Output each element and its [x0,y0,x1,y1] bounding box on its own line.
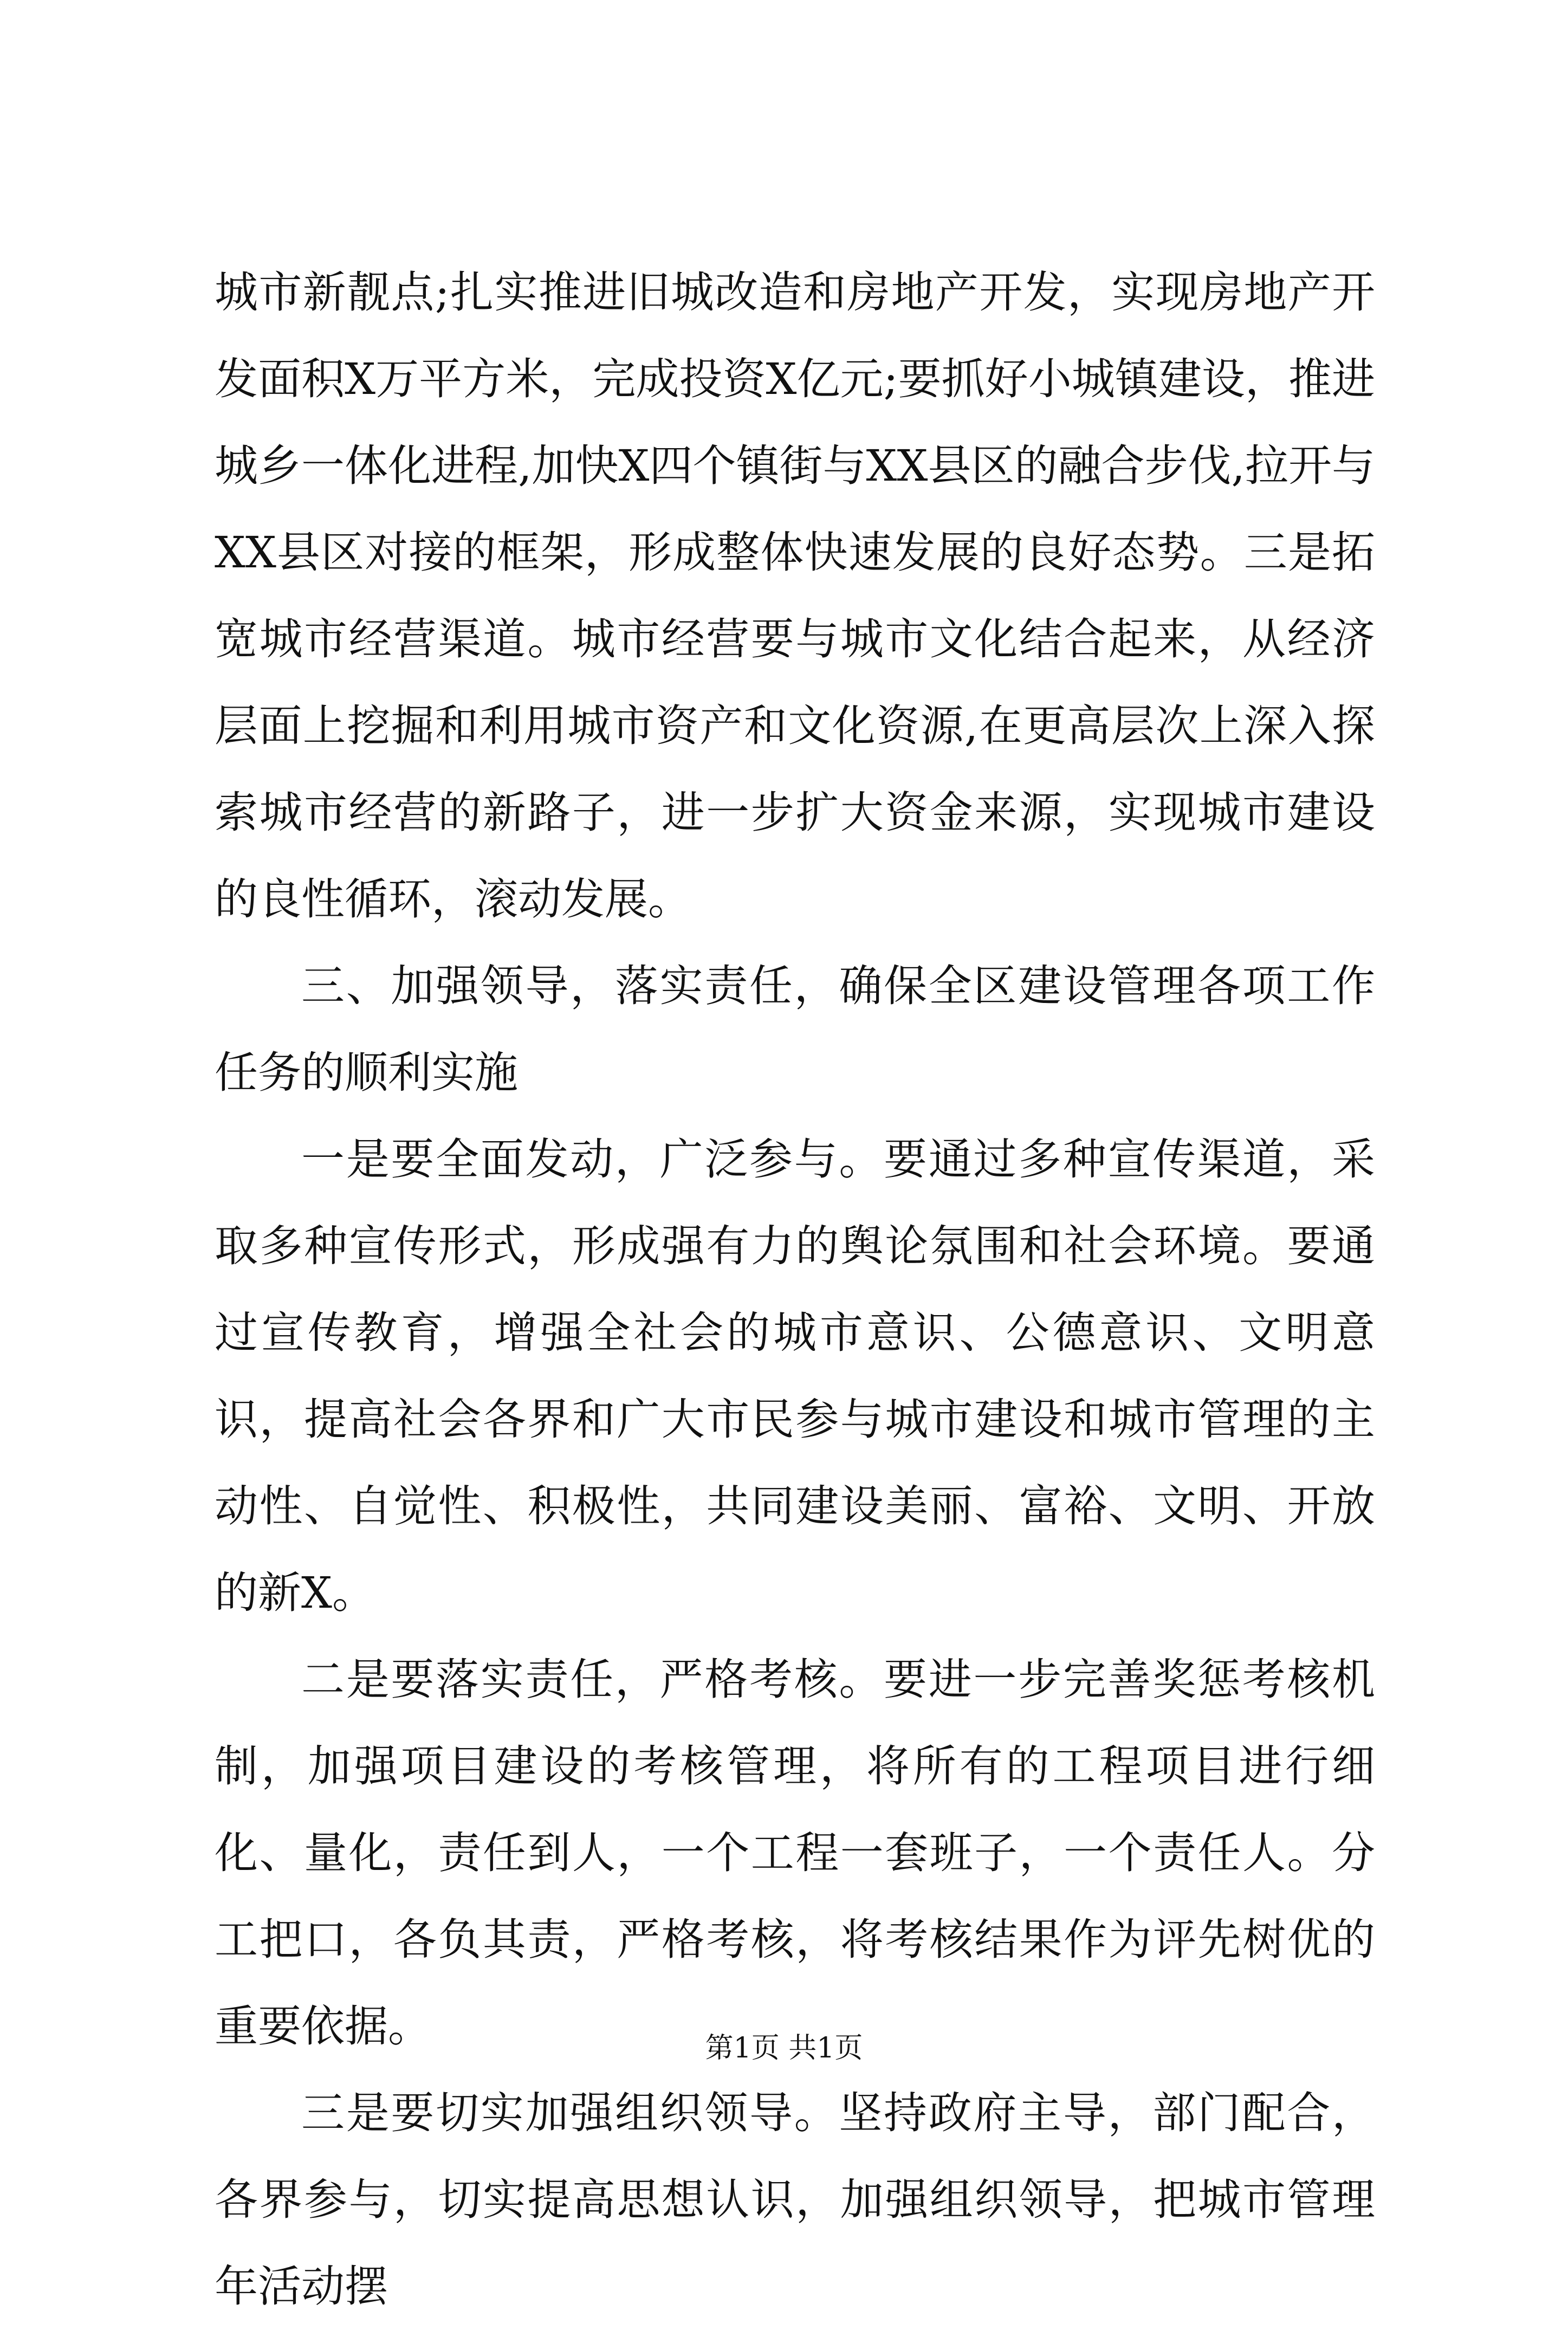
paragraph-mobilize: 一是要全面发动，广泛参与。要通过多种宣传渠道，采取多种宣传形式，形成强有力的舆论氛围和社会环境。要通过宣传教育，增强全社会的城市意识、公德意识、文明意识，提高社会各界和广大市民参与城市建设和城市管理的主动性、自觉性、积极性，共同建设美丽、富裕、文明、开放的新X。 [215,1134,1375,1618]
paragraph-continuation: 城市新靓点;扎实推进旧城改造和房地产开发，实现房地产开发面积X万平方米，完成投资X亿元;要抓好小城镇建设，推进城乡一体化进程,加快X四个镇街与XX县区的融合步伐,拉开与XX县区对接的框架，形成整体快速发展的良好态势。三是拓宽城市经营渠道。城市经营要与城市文化结合起来，从经济层面上挖掘和利用城市资产和文化资源,在更高层次上深入探索城市经营的新路子，进一步扩大资金来源，实现城市建设的良性循环，滚动发展。 [215,267,1375,924]
document-body [215,249,1375,2330]
section-heading: 三、加强领导，落实责任，确保全区建设管理各项工作任务的顺利实施 [215,961,1375,1098]
paragraph-responsibility: 二是要落实责任，严格考核。要进一步完善奖惩考核机制，加强项目建设的考核管理，将所有的工程项目进行细化、量化，责任到人，一个工程一套班子，一个责任人。分工把口，各负其责，严格考核，将考核结果作为评先树优的重要依据。 [215,1654,1375,2051]
paragraph-leadership: 三是要切实加强组织领导。坚持政府主导，部门配合，各界参与，切实提高思想认识，加强组织领导，把城市管理年活动摆 [215,2088,1375,2312]
page-number-footer: 第1页 共1页 [705,2032,863,2064]
